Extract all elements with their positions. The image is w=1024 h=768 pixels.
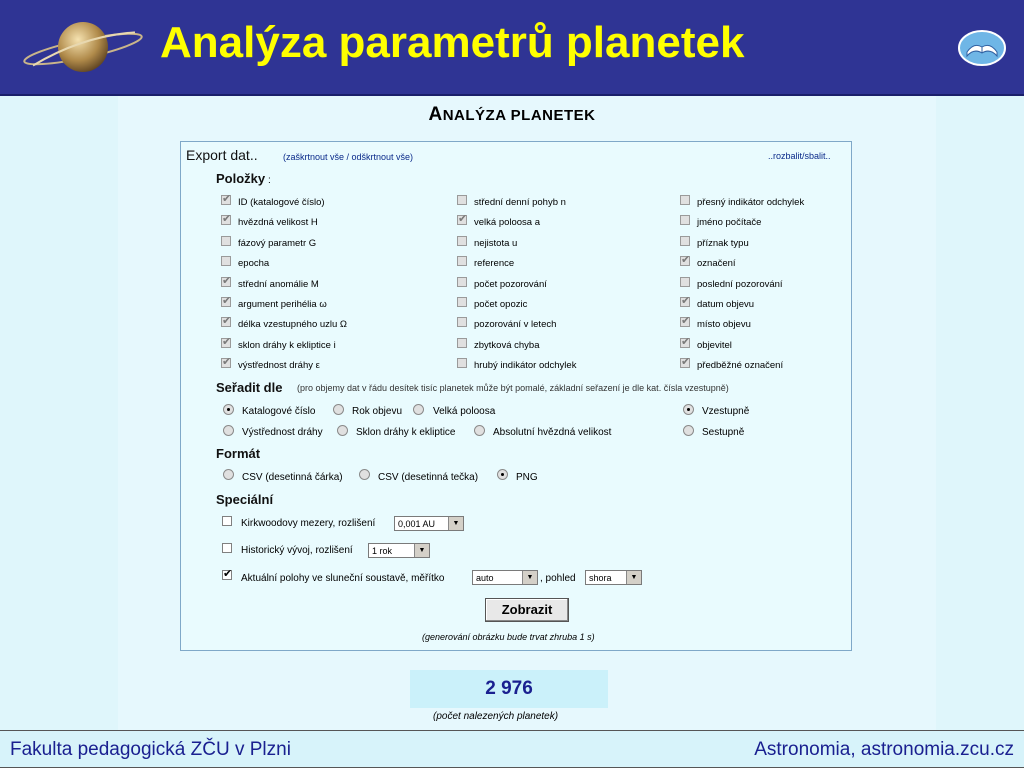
- positions-scale-value: auto: [476, 573, 494, 583]
- header-bar: [0, 0, 1024, 96]
- item-checkbox[interactable]: [457, 195, 467, 205]
- generation-note: (generování obrázku bude trvat zhruba 1 s): [422, 632, 595, 642]
- item-checkbox[interactable]: [221, 338, 231, 348]
- saturn-icon: [22, 14, 144, 80]
- sort-radio[interactable]: [223, 404, 234, 415]
- result-count: 2 976: [410, 670, 608, 708]
- item-checkbox[interactable]: [221, 195, 231, 205]
- kirkwood-checkbox[interactable]: [222, 516, 232, 526]
- item-label: střední denní pohyb n: [474, 197, 566, 208]
- item-checkbox[interactable]: [457, 215, 467, 225]
- item-label: hrubý indikátor odchylek: [474, 360, 577, 372]
- sort-radio[interactable]: [333, 404, 344, 415]
- item-checkbox[interactable]: [680, 317, 690, 327]
- item-label: nejistota u: [474, 237, 518, 249]
- check-all-links[interactable]: (zaškrtnout vše / odškrtnout vše): [283, 152, 414, 162]
- history-checkbox[interactable]: [222, 543, 232, 553]
- item-checkbox[interactable]: [457, 338, 467, 348]
- history-label: Historický vývoj, rozlišení: [241, 545, 353, 556]
- positions-view-select[interactable]: [585, 570, 642, 585]
- item-checkbox[interactable]: [221, 297, 231, 307]
- result-caption: (počet nalezených planetek): [433, 711, 559, 722]
- item-label: délka vzestupného uzlu Ω: [238, 319, 348, 331]
- kirkwood-resolution-select[interactable]: [394, 516, 464, 531]
- history-resolution-value: 1 rok: [372, 546, 393, 556]
- footer-bar: [0, 730, 1024, 768]
- item-label: reference: [474, 258, 515, 270]
- item-checkbox[interactable]: [680, 338, 690, 348]
- item-checkbox[interactable]: [457, 297, 467, 307]
- item-label: poslední pozorování: [697, 278, 783, 290]
- sort-radio[interactable]: [337, 425, 348, 436]
- item-label: sklon dráhy k ekliptice i: [238, 339, 336, 351]
- item-checkbox[interactable]: [457, 358, 467, 368]
- item-label: zbytková chyba: [474, 339, 540, 351]
- item-label: místo objevu: [697, 319, 751, 331]
- sort-note: (pro objemy dat v řádu desítek tisíc planetek může být pomalé, základní seřazení je dle kat. čísla vzestupně): [297, 383, 729, 393]
- chevron-down-icon: ▼: [448, 517, 463, 530]
- export-title: Export dat..: [186, 147, 258, 163]
- format-option-label: PNG: [516, 472, 538, 483]
- item-checkbox[interactable]: [457, 317, 467, 327]
- format-header: Formát: [216, 446, 261, 461]
- positions-label: Aktuální polohy ve sluneční soustavě, měřítko: [241, 573, 445, 584]
- item-label: počet opozic: [474, 299, 528, 310]
- item-label: epocha: [238, 258, 270, 270]
- footer-faculty: Fakulta pedagogická ZČU v Plzni: [10, 739, 291, 760]
- item-checkbox[interactable]: [221, 236, 231, 246]
- sort-header: Seřadit dle: [216, 380, 283, 395]
- show-button[interactable]: Zobrazit: [485, 598, 569, 622]
- item-label: objevitel: [697, 339, 732, 351]
- book-icon[interactable]: [957, 28, 1007, 68]
- footer-website: Astronomia, astronomia.zcu.cz: [754, 739, 1014, 760]
- order-option-label: Sestupně: [702, 427, 745, 438]
- items-header-colon: :: [268, 175, 271, 186]
- sort-option-label: Katalogové číslo: [242, 406, 316, 417]
- sort-option-label: Výstřednost dráhy: [242, 427, 323, 438]
- order-option-label: Vzestupně: [702, 406, 750, 417]
- item-label: počet pozorování: [474, 278, 547, 290]
- item-checkbox[interactable]: [680, 358, 690, 368]
- kirkwood-resolution-value: 0,001 AU: [398, 519, 436, 529]
- format-radio[interactable]: [359, 469, 370, 480]
- positions-view-value: shora: [589, 573, 612, 583]
- order-radio[interactable]: [683, 425, 694, 436]
- format-radio[interactable]: [223, 469, 234, 480]
- sort-radio[interactable]: [474, 425, 485, 436]
- positions-checkbox[interactable]: [222, 570, 232, 580]
- format-option-label: CSV (desetinná čárka): [242, 472, 343, 483]
- item-label: argument perihélia ω: [238, 299, 327, 310]
- item-checkbox[interactable]: [221, 358, 231, 368]
- item-label: označení: [697, 258, 736, 270]
- item-label: jméno počítače: [697, 217, 762, 229]
- item-checkbox[interactable]: [221, 317, 231, 327]
- format-radio[interactable]: [497, 469, 508, 480]
- order-radio[interactable]: [683, 404, 694, 415]
- item-label: ID (katalogové číslo): [238, 197, 325, 208]
- kirkwood-label: Kirkwoodovy mezery, rozlišení: [241, 518, 376, 529]
- history-resolution-select[interactable]: [368, 543, 430, 558]
- chevron-down-icon: ▼: [414, 544, 429, 557]
- item-checkbox[interactable]: [680, 195, 690, 205]
- sort-option-label: Rok objevu: [352, 406, 403, 417]
- item-checkbox[interactable]: [680, 215, 690, 225]
- item-checkbox[interactable]: [221, 277, 231, 287]
- page-title: Analýza parametrů planetek: [160, 18, 745, 67]
- item-checkbox[interactable]: [457, 277, 467, 287]
- item-label: střední anomálie M: [238, 278, 319, 290]
- positions-view-label: , pohled: [540, 573, 576, 584]
- section-title: [0, 104, 1024, 126]
- sort-radio[interactable]: [413, 404, 424, 415]
- item-checkbox[interactable]: [680, 236, 690, 246]
- special-header: Speciální: [216, 492, 274, 507]
- sort-option-label: Absolutní hvězdná velikost: [493, 427, 612, 438]
- item-checkbox[interactable]: [680, 256, 690, 266]
- item-checkbox[interactable]: [680, 297, 690, 307]
- items-header: Položky: [216, 171, 266, 186]
- sort-radio[interactable]: [223, 425, 234, 436]
- item-label: přesný indikátor odchylek: [697, 197, 805, 208]
- format-option-label: CSV (desetinná tečka): [378, 472, 479, 483]
- item-checkbox[interactable]: [221, 215, 231, 225]
- item-checkbox[interactable]: [457, 236, 467, 246]
- item-label: příznak typu: [697, 237, 749, 249]
- item-checkbox[interactable]: [221, 256, 231, 266]
- chevron-down-icon: ▼: [626, 571, 641, 584]
- expand-collapse-link[interactable]: ..rozbalit/sbalit..: [768, 151, 831, 161]
- item-label: fázový parametr G: [238, 237, 317, 249]
- chevron-down-icon: ▼: [522, 571, 537, 584]
- sort-option-label: Sklon dráhy k ekliptice: [356, 427, 456, 438]
- item-label: předběžné označení: [697, 360, 784, 372]
- item-checkbox[interactable]: [680, 277, 690, 287]
- item-label: velká poloosa a: [474, 217, 541, 229]
- item-label: pozorování v letech: [474, 319, 557, 331]
- positions-scale-select[interactable]: [472, 570, 538, 585]
- section-title-initial: A: [428, 104, 443, 125]
- item-label: datum objevu: [697, 299, 755, 310]
- item-label: výstřednost dráhy ε: [238, 360, 320, 372]
- section-title-rest: NALÝZA PLANETEK: [442, 107, 596, 124]
- item-checkbox[interactable]: [457, 256, 467, 266]
- sort-option-label: Velká poloosa: [433, 406, 496, 417]
- item-label: hvězdná velikost H: [238, 217, 318, 229]
